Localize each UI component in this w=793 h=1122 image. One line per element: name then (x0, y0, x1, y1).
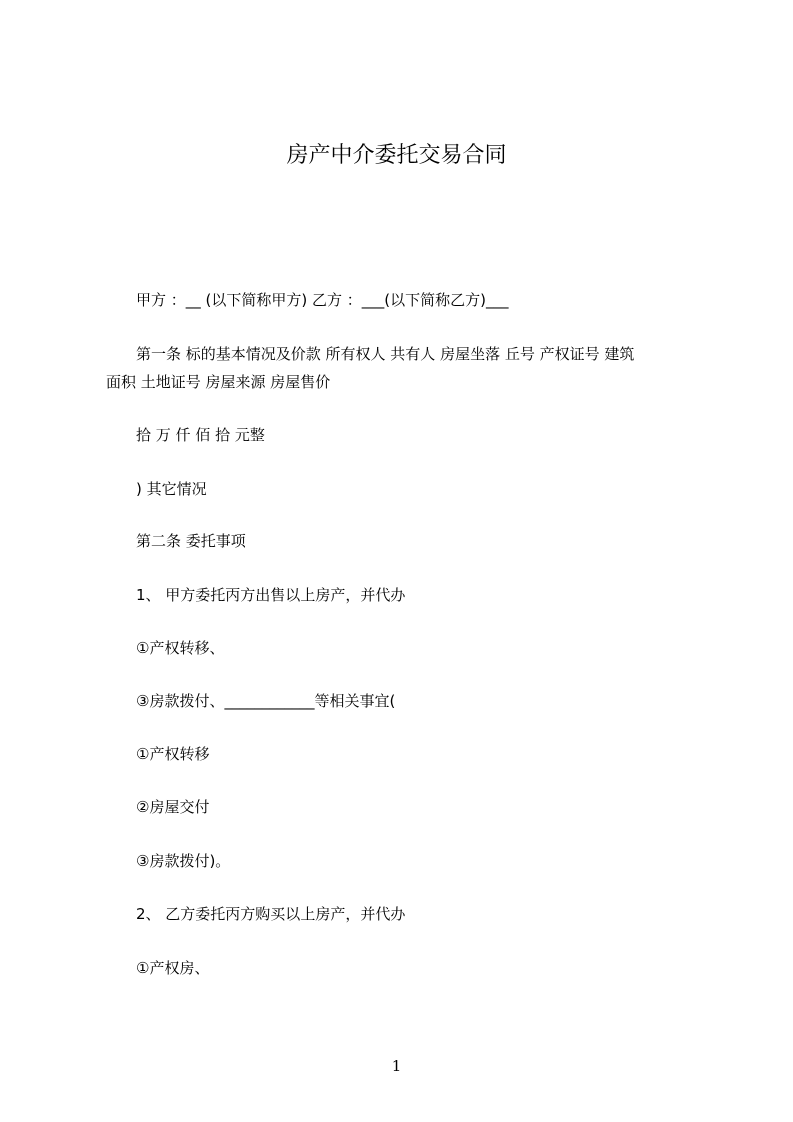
article-1-continuation: 面积 土地证号 房屋来源 房屋售价 (106, 373, 331, 391)
list-item: ③房款拨付)。 (136, 852, 231, 870)
list-item: ③房款拨付、____________等相关事宜( (136, 692, 396, 710)
document-title: 房产中介委托交易合同 (286, 143, 507, 168)
party-line: 甲方 ：__ (以下简称甲方) 乙方 ：___(以下简称乙方)___ (136, 291, 509, 309)
list-item: ①产权转移 (136, 745, 210, 763)
list-item: ②房屋交付 (136, 798, 210, 816)
list-item: ①产权房、 (136, 959, 210, 977)
article-2-heading: 第二条 委托事项 (136, 532, 246, 550)
article-1-heading: 第一条 标的基本情况及价款 所有权人 共有人 房屋坐落 丘号 产权证号 建筑 (136, 345, 635, 363)
price-line: 拾 万 仟 佰 拾 元整 (136, 426, 265, 444)
clause-2-line: 2、 乙方委托丙方购买以上房产，并代办 (136, 905, 406, 923)
page-number: 1 (391, 1057, 402, 1075)
other-situation-line: ) 其它情况 (136, 480, 207, 498)
list-item: ①产权转移、 (136, 639, 225, 657)
clause-1-line: 1、 甲方委托丙方出售以上房产，并代办 (136, 586, 406, 604)
